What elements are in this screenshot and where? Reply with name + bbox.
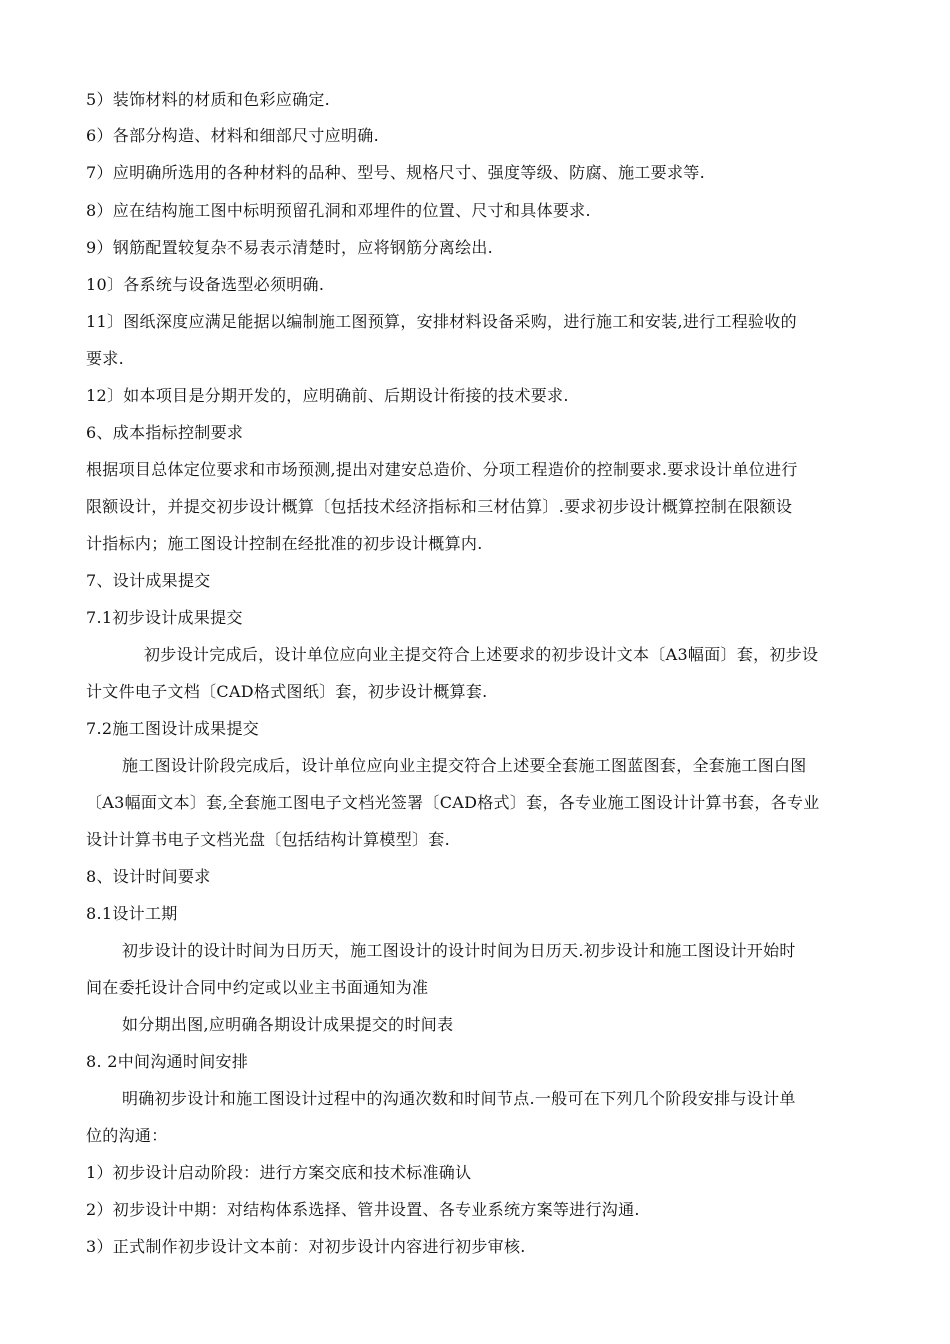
subsection-heading-8-1: 8.1设计工期 bbox=[86, 904, 178, 923]
paragraph-line: 根据项目总体定位要求和市场预测,提出对建安总造价、分项工程造价的控制要求.要求设计单位进行 bbox=[86, 460, 798, 479]
paragraph-line: 位的沟通： bbox=[86, 1126, 168, 1145]
list-item-12: 12〕如本项目是分期开发的，应明确前、后期设计衔接的技术要求. bbox=[86, 386, 569, 405]
subsection-heading-7-1: 7.1初步设计成果提交 bbox=[86, 608, 243, 627]
paragraph-line: 限额设计，并提交初步设计概算〔包括技术经济指标和三材估算〕.要求初步设计概算控制在限额设 bbox=[86, 497, 793, 516]
paragraph-line: 〔A3幅面文本〕套,全套施工图电子文档光签署〔CAD格式〕套，各专业施工图设计计算书套，各专业 bbox=[86, 793, 820, 812]
subsection-heading-8-2: 8. 2中间沟通时间安排 bbox=[86, 1052, 249, 1071]
paragraph-line: 明确初步设计和施工图设计过程中的沟通次数和时间节点.一般可在下列几个阶段安排与设计单 bbox=[122, 1089, 796, 1108]
list-item-11-continued: 要求. bbox=[86, 349, 124, 368]
list-item-stage-1: 1）初步设计启动阶段：进行方案交底和技术标准确认 bbox=[86, 1163, 472, 1182]
section-heading-8: 8、设计时间要求 bbox=[86, 867, 211, 886]
list-item-8: 8）应在结构施工图中标明预留孔洞和邓埋件的位置、尺寸和具体要求. bbox=[86, 201, 591, 220]
list-item-11: 11〕图纸深度应满足能据以编制施工图预算，安排材料设备采购，进行施工和安装,进行工程验收的 bbox=[86, 312, 797, 331]
section-heading-7: 7、设计成果提交 bbox=[86, 571, 211, 590]
subsection-heading-7-2: 7.2施工图设计成果提交 bbox=[86, 719, 260, 738]
paragraph-line: 计文件电子文档〔CAD格式图纸〕套，初步设计概算套. bbox=[86, 682, 488, 701]
list-item-10: 10〕各系统与设备选型必须明确. bbox=[86, 275, 325, 294]
paragraph-line: 初步设计完成后，设计单位应向业主提交符合上述要求的初步设计文本〔A3幅面〕套，初步设 bbox=[144, 645, 819, 664]
paragraph-line: 如分期出图,应明确各期设计成果提交的时间表 bbox=[122, 1015, 454, 1034]
paragraph-line: 计指标内；施工图设计控制在经批准的初步设计概算内. bbox=[86, 534, 483, 553]
paragraph-line: 间在委托设计合同中约定或以业主书面通知为准 bbox=[86, 978, 429, 997]
list-item-stage-2: 2）初步设计中期：对结构体系选择、管井设置、各专业系统方案等进行沟通. bbox=[86, 1200, 640, 1219]
list-item-6: 6）各部分构造、材料和细部尺寸应明确. bbox=[86, 126, 379, 145]
list-item-7: 7）应明确所选用的各种材料的品种、型号、规格尺寸、强度等级、防腐、施工要求等. bbox=[86, 163, 705, 182]
list-item-9: 9）钢筋配置较复杂不易表示清楚时，应将钢筋分离绘出. bbox=[86, 238, 494, 257]
list-item-stage-3: 3）正式制作初步设计文本前：对初步设计内容进行初步审核. bbox=[86, 1237, 526, 1256]
section-heading-6: 6、成本指标控制要求 bbox=[86, 423, 244, 442]
paragraph-line: 设计计算书电子文档光盘〔包括结构计算模型〕套. bbox=[86, 830, 450, 849]
paragraph-line: 初步设计的设计时间为日历天，施工图设计的设计时间为日历天.初步设计和施工图设计开始时 bbox=[122, 941, 796, 960]
paragraph-line: 施工图设计阶段完成后，设计单位应向业主提交符合上述要全套施工图蓝图套，全套施工图白图 bbox=[122, 756, 807, 775]
list-item-5: 5）装饰材料的材质和色彩应确定. bbox=[86, 90, 331, 109]
